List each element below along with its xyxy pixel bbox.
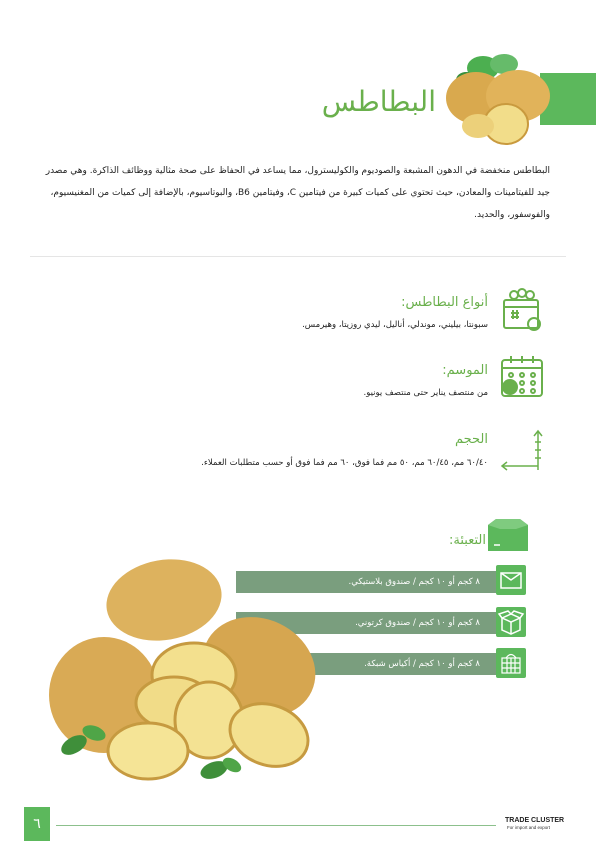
size-title: الحجم bbox=[454, 432, 488, 447]
season-title: الموسم: bbox=[442, 363, 488, 378]
packing-option-text: ٨ كجم أو ١٠ كجم / صندوق كرتوني. bbox=[355, 618, 480, 628]
packing-title: التعبئة: bbox=[449, 533, 486, 548]
brand-logo: TRADE CLUSTER bbox=[505, 817, 565, 824]
potato-header-image bbox=[438, 40, 558, 150]
mesh-bag-icon bbox=[496, 648, 526, 678]
size-text: ٦٠/٤٠ مم، ٦٠/٤٥ مم، ٥٠ مم فما فوق، ٦٠ مم فما فوق أو حسب متطلبات العملاء. bbox=[201, 458, 488, 468]
page-number: ٦ bbox=[24, 807, 50, 841]
page-title: البطاطس bbox=[321, 85, 436, 118]
plastic-crate-icon bbox=[496, 565, 526, 595]
open-box-icon bbox=[486, 517, 530, 553]
brand-tagline: For import and export bbox=[507, 825, 551, 830]
varieties-text: سبونتا، بيليني، موندلي، أناليل، ليدي روزيتا، وهيرمس. bbox=[302, 320, 488, 330]
divider bbox=[30, 256, 566, 257]
potato-basket-icon bbox=[499, 287, 545, 333]
packing-option-text: ٨ كجم أو ١٠ كجم / صندوق بلاستيكي. bbox=[348, 577, 480, 587]
footer-line bbox=[56, 825, 496, 826]
intro-paragraph: البطاطس منخفضة في الدهون المشبعة والصوديوم والكوليسترول، مما يساعد في الحفاظ على صحة مثالية ووظائف الذاكرة. وهي مصدر جيد للفيتامينات والمعادن، حيث تحتوي على كميات كبيرة من فيتامين C، وفيتامين B6، والبوتاسيوم، بالإضافة إلى كميات من المغنيسيوم، والفوسفور، والحديد. bbox=[45, 166, 550, 220]
size-axes-icon bbox=[500, 428, 546, 474]
potatoes-image bbox=[44, 555, 324, 790]
varieties-title: أنواع البطاطس: bbox=[401, 295, 488, 310]
season-text: من منتصف يناير حتى منتصف يونيو. bbox=[363, 388, 488, 398]
packing-option-text: ٨ كجم أو ١٠ كجم / أكياس شبكة. bbox=[364, 659, 480, 669]
carton-box-icon bbox=[496, 607, 526, 637]
calendar-icon bbox=[499, 354, 545, 400]
